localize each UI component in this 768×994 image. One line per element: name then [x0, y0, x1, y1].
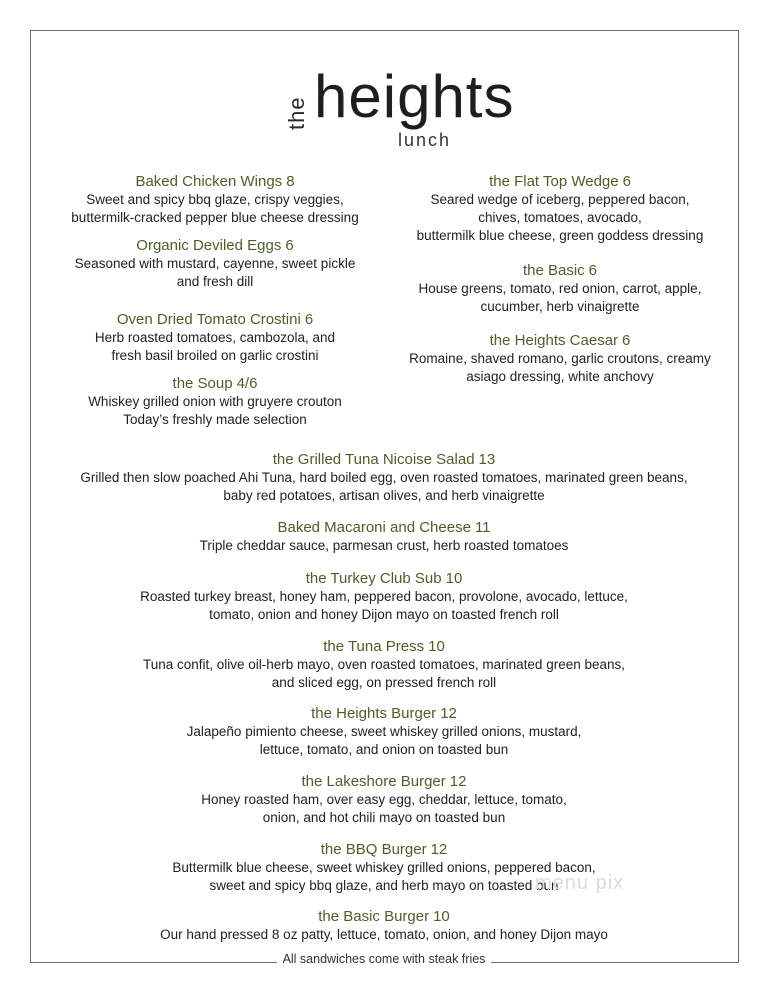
item-desc-line: Jalapeño pimiento cheese, sweet whiskey grilled onions, mustard, — [186, 724, 582, 739]
item-desc-line: baby red potatoes, artisan olives, and herb vinaigrette — [223, 488, 545, 503]
item-price: 11 — [474, 519, 491, 536]
item-desc-line: Seasoned with mustard, cayenne, sweet pickle — [74, 256, 356, 271]
item-name: Baked Macaroni and Cheese — [277, 519, 471, 536]
item-desc-line: cucumber, herb vinaigrette — [480, 299, 640, 314]
item-name: the Heights Caesar — [489, 332, 619, 349]
item-price: 6 — [304, 311, 314, 328]
item-desc-line: Roasted turkey breast, honey ham, peppered bacon, provolone, avocado, lettuce, — [140, 589, 628, 604]
menu-subtitle: lunch — [398, 130, 452, 150]
item-price: 13 — [478, 451, 496, 468]
item-name: the Turkey Club Sub — [305, 570, 442, 587]
item-name: Baked Chicken Wings — [135, 173, 283, 190]
item-price: 8 — [286, 173, 295, 190]
item-desc-line: and fresh dill — [176, 274, 254, 289]
menu-item — [395, 261, 725, 316]
item-name: the Lakeshore Burger — [301, 773, 446, 790]
item-desc-line: Buttermilk blue cheese, sweet whiskey grilled onions, peppered bacon, — [172, 860, 596, 875]
menu-item — [395, 172, 725, 245]
item-price: 4/6 — [236, 375, 258, 392]
item-name: Organic Deviled Eggs — [136, 237, 282, 254]
item-desc-line: Honey roasted ham, over easy egg, cheddar, lettuce, tomato, — [201, 792, 567, 807]
item-name: the Grilled Tuna Nicoise Salad — [272, 451, 475, 468]
menu-item — [50, 310, 380, 365]
item-price: 10 — [433, 908, 450, 925]
item-desc-line: Herb roasted tomatoes, cambozola, and — [94, 330, 336, 345]
watermark: menu pix — [535, 872, 625, 894]
menu-item — [40, 569, 728, 624]
item-desc-line: lettuce, tomato, and onion on toasted bun — [259, 742, 509, 757]
item-desc-line: sweet and spicy bbq glaze, and herb mayo on toasted bun — [209, 878, 559, 893]
item-desc-line: tomato, onion and honey Dijon mayo on toasted french roll — [209, 607, 559, 622]
item-name: the Heights Burger — [311, 705, 437, 722]
item-name: Oven Dried Tomato Crostini — [116, 311, 301, 328]
item-desc-line: Our hand pressed 8 oz patty, lettuce, tomato, onion, and honey Dijon mayo — [160, 927, 608, 942]
menu-item — [40, 840, 728, 895]
item-price: 6 — [285, 237, 294, 254]
item-price: 12 — [430, 841, 448, 858]
menu-item — [40, 518, 728, 555]
menu-item — [40, 907, 728, 944]
logo-heights: heights — [314, 63, 515, 130]
menu-item — [40, 772, 728, 827]
item-price: 6 — [588, 262, 598, 279]
item-desc-line: buttermilk-cracked pepper blue cheese dressing — [71, 210, 359, 225]
item-price: 12 — [449, 773, 467, 790]
item-desc-line: onion, and hot chili mayo on toasted bun — [262, 810, 506, 825]
item-name: the Basic — [522, 262, 585, 279]
item-desc-line: Tuna confit, olive oil-herb mayo, oven roasted tomatoes, marinated green beans, — [142, 657, 626, 672]
item-price: 6 — [622, 332, 631, 349]
menu-item — [50, 172, 380, 227]
item-desc-line: Today’s freshly made selection — [123, 412, 307, 427]
menu-item — [40, 637, 728, 692]
item-price: 6 — [622, 173, 631, 190]
footer-note — [0, 952, 768, 966]
item-desc-line: Romaine, shaved romano, garlic croutons, creamy — [409, 351, 711, 366]
item-price: 10 — [445, 570, 463, 587]
item-desc-line: asiago dressing, white anchovy — [466, 369, 654, 384]
item-name: the Soup — [172, 375, 233, 392]
item-desc-line: Sweet and spicy bbq glaze, crispy veggies, — [86, 192, 344, 207]
menu-item — [50, 236, 380, 291]
item-desc-line: House greens, tomato, red onion, carrot, apple, — [418, 281, 702, 296]
item-desc-line: Seared wedge of iceberg, peppered bacon, — [430, 192, 690, 207]
item-desc-line: chives, tomatoes, avocado, — [478, 210, 642, 225]
logo-the: the — [284, 96, 309, 130]
item-desc-line: fresh basil broiled on garlic crostini — [111, 348, 319, 363]
item-price: 12 — [440, 705, 457, 722]
item-name: the Basic Burger — [318, 908, 430, 925]
menu-item — [50, 374, 380, 429]
item-name: the Flat Top Wedge — [489, 173, 619, 190]
item-name: the BBQ Burger — [320, 841, 427, 858]
item-desc-line: and sliced egg, on pressed french roll — [271, 675, 497, 690]
menu-item — [395, 331, 725, 386]
item-desc-line: Grilled then slow poached Ahi Tuna, hard boiled egg, oven roasted tomatoes, marinated green beans, — [80, 470, 688, 485]
logo — [278, 58, 515, 158]
menu-item — [40, 450, 728, 505]
item-desc-line: Triple cheddar sauce, parmesan crust, herb roasted tomatoes — [199, 538, 569, 553]
item-desc-line: Whiskey grilled onion with gruyere crouton — [88, 394, 342, 409]
item-desc-line: buttermilk blue cheese, green goddess dressing — [416, 228, 704, 243]
item-price: 10 — [428, 638, 445, 655]
menu-item — [40, 704, 728, 759]
item-name: the Tuna Press — [323, 638, 425, 655]
footer-text: All sandwiches come with steak fries — [277, 952, 492, 966]
